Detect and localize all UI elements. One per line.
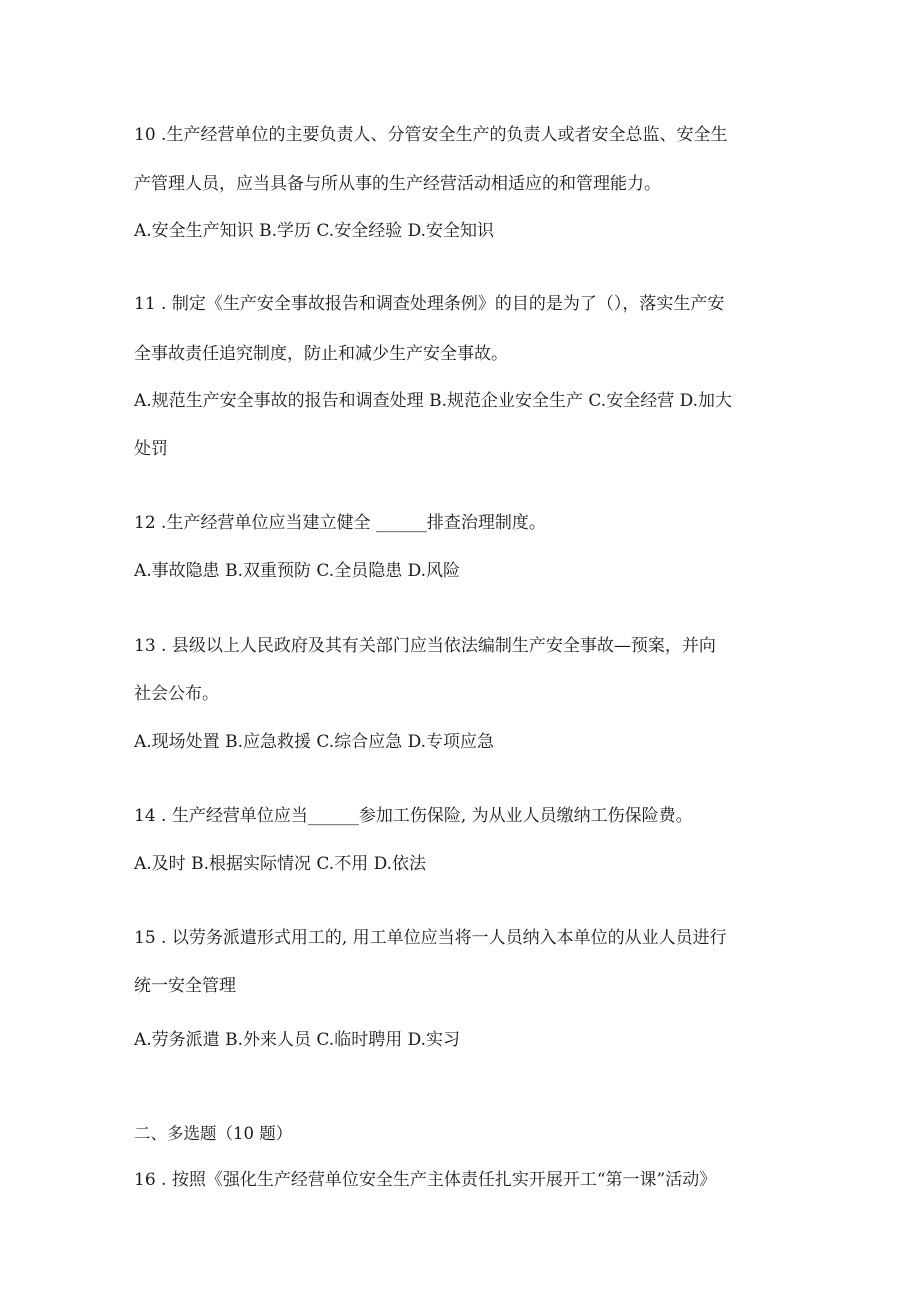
question-11-text-line-2: 全事故责任追究制度，防止和减少生产安全事故。 <box>134 344 508 364</box>
question-10-text-line-2: 产管理人员，应当具备与所从事的生产经营活动相适应的和管理能力。 <box>134 174 661 194</box>
question-13-text-line-1: 13 . 县级以上人民政府及其有关部门应当依法编制生产安全事故—预案，并向 <box>134 636 716 656</box>
question-12-options: A.事故隐患 B.双重预防 C.全员隐患 D.风险 <box>134 561 461 581</box>
question-11-options-line-1: A.规范生产安全事故的报告和调查处理 B.规范企业安全生产 C.安全经营 D.加大 <box>134 391 733 411</box>
question-10-options: A.安全生产知识 B.学历 C.安全经验 D.安全知识 <box>134 221 495 241</box>
question-12-text-line-1: 12 .生产经营单位应当建立健全 ______排查治理制度。 <box>134 513 546 533</box>
question-15-options: A.劳务派遣 B.外来人员 C.临时聘用 D.实习 <box>134 1030 461 1050</box>
question-14-text-line-1: 14 . 生产经营单位应当______参加工伤保险, 为从业人员缴纳工伤保险费。 <box>134 806 693 826</box>
question-13-text-line-2: 社会公布。 <box>134 684 219 704</box>
question-11-text-line-1: 11 . 制定《生产安全事故报告和调查处理条例》的目的是为了（），落实生产安 <box>134 294 725 314</box>
question-13-options: A.现场处置 B.应急救援 C.综合应急 D.专项应急 <box>134 732 495 752</box>
question-14-options: A.及时 B.根据实际情况 C.不用 D.依法 <box>134 854 427 874</box>
question-15-text-line-1: 15 . 以劳务派遣形式用工的, 用工单位应当将一人员纳入本单位的从业人员进行 <box>134 928 727 948</box>
section-heading-multiple-choice: 二、多选题（10 题） <box>134 1124 293 1143</box>
question-15-text-line-2: 统一安全管理 <box>134 976 236 996</box>
question-11-options-line-2: 处罚 <box>134 439 168 459</box>
question-16-text-line-1: 16 . 按照《强化生产经营单位安全生产主体责任扎实开展开工“第一课”活动》 <box>134 1170 717 1190</box>
question-10-text-line-1: 10 .生产经营单位的主要负责人、分管安全生产的负责人或者安全总监、安全生 <box>134 125 728 145</box>
